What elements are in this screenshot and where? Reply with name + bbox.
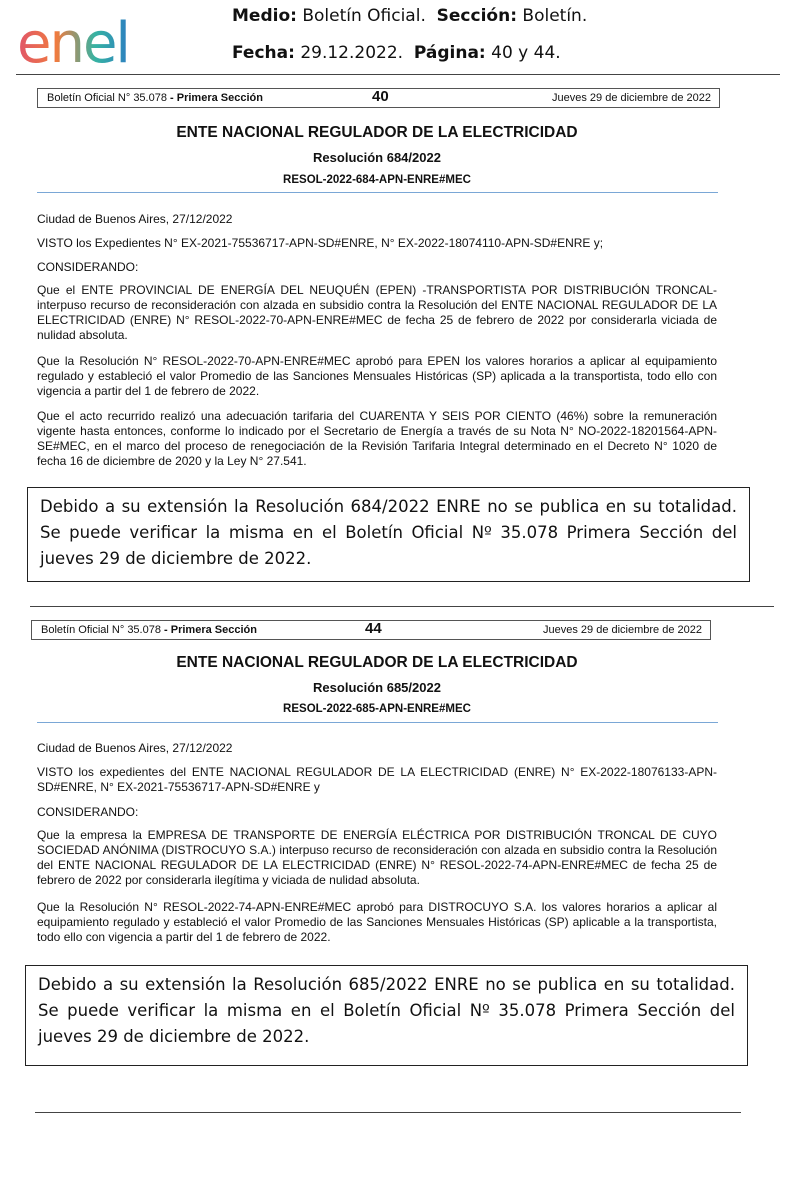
medio-label: Medio: (232, 6, 297, 26)
section-rule-1 (37, 192, 718, 193)
header-medio-line (232, 6, 587, 26)
entity-title-1: ENTE NACIONAL REGULADOR DE LA ELECTRICIDAD (176, 124, 578, 141)
paragraph-1-1: Que el ENTE PROVINCIAL DE ENERGÍA DEL NEUQUÉN (EPEN) -TRANSPORTISTA POR DISTRIBUCIÓN TRONCAL- interpuso recurso de reconsideración con alzada en subsidio contra la Resolución del ENTE NACIONAL REGULADOR DE LA ELECTRICIDAD (ENRE) N° RESOL-2022-70-APN-ENRE#MEC de fecha 25 de febrero de 2022 por considerarla viciada de nulidad absoluta. (37, 283, 717, 342)
clipping-divider (30, 606, 774, 607)
resolution-code-2: RESOL-2022-685-APN-ENRE#MEC (283, 703, 471, 715)
pagina-label: Página: (413, 43, 486, 63)
paragraph-visto-1: VISTO los Expedientes N° EX-2021-75536717-APN-SD#ENRE, N° EX-2022-18074110-APN-SD#ENRE y; (37, 236, 604, 250)
fecha-value: 29.12.2022. (300, 43, 404, 63)
bulletin-page-number: 44 (365, 620, 382, 637)
bulletin-date: Jueves 29 de diciembre de 2022 (543, 624, 702, 636)
paragraph-considerando-1: CONSIDERANDO: (37, 260, 139, 274)
bulletin-date: Jueves 29 de diciembre de 2022 (552, 92, 711, 104)
pagina-value: 40 y 44. (491, 43, 561, 63)
resolution-code-1: RESOL-2022-684-APN-ENRE#MEC (283, 174, 471, 186)
resolution-title-1: Resolución 684/2022 (313, 150, 441, 165)
notice-box-2: Debido a su extensión la Resolución 685/2022 ENRE no se publica en su totalidad. Se puede verificar la misma en el Boletín Oficial Nº 35.078 Primera Sección del jueves 29 de diciembre de 2022. (25, 965, 748, 1066)
header-divider (16, 74, 780, 75)
bulletin-number: Boletín Oficial N° 35.078 (47, 92, 167, 104)
paragraph-1-3: Que el acto recurrido realizó una adecuación tarifaria del CUARENTA Y SEIS POR CIENTO (46%) sobre la remuneración vigente hasta entonces, conforme lo indicado por el Secretario de Energía a través de su Nota N° NO-2022-18201564-APN-SE#MEC, en el marco del proceso de renegociación de la Revisión Tarifaria Integral determinado en el Decreto N° 1020 de fecha 16 de diciembre de 2020 y la Ley N° 27.541. (37, 409, 717, 468)
header-fecha-line (232, 43, 561, 63)
resolution-title-2: Resolución 685/2022 (313, 680, 441, 695)
bulletin-bar-1 (37, 88, 720, 108)
svg-text:enel: enel (17, 12, 129, 72)
paragraph-date-1: Ciudad de Buenos Aires, 27/12/2022 (37, 212, 233, 226)
section-rule-2 (37, 722, 718, 723)
fecha-label: Fecha: (232, 43, 295, 63)
bulletin-number: Boletín Oficial N° 35.078 (41, 624, 161, 636)
paragraph-considerando-2: CONSIDERANDO: (37, 805, 139, 819)
bulletin-section: - Primera Sección (170, 92, 263, 104)
paragraph-date-2: Ciudad de Buenos Aires, 27/12/2022 (37, 741, 233, 755)
footer-divider (35, 1112, 741, 1113)
bulletin-page-number: 40 (372, 88, 389, 105)
medio-value: Boletín Oficial. (302, 6, 426, 26)
paragraph-2-1: Que la empresa la EMPRESA DE TRANSPORTE DE ENERGÍA ELÉCTRICA POR DISTRIBUCIÓN TRONCAL DE CUYO SOCIEDAD ANÓNIMA (DISTROCUYO S.A.) interpuso recurso de reconsideración con alzada en subsidio contra la Resolución del ENTE NACIONAL REGULADOR DE LA ELECTRICIDAD (ENRE) N° RESOL-2022-74-APN-ENRE#MEC de fecha 25 de febrero de 2022 por considerarla ilegítima y viciada de nulidad absoluta. (37, 828, 717, 887)
notice-box-1: Debido a su extensión la Resolución 684/2022 ENRE no se publica en su totalidad. Se puede verificar la misma en el Boletín Oficial Nº 35.078 Primera Sección del jueves 29 de diciembre de 2022. (27, 487, 750, 582)
paragraph-visto-2: VISTO los expedientes del ENTE NACIONAL REGULADOR DE LA ELECTRICIDAD (ENRE) N° EX-2022-18076133-APN-SD#ENRE, N° EX-2021-75536717-APN-SD#ENRE y (37, 765, 717, 794)
paragraph-1-2: Que la Resolución N° RESOL-2022-70-APN-ENRE#MEC aprobó para EPEN los valores horarios a aplicar al equipamiento regulado y estableció el valor Promedio de las Sanciones Mensuales Históricas (SP) aplicada a la transportista, todo ello con vigencia a partir del 1 de febrero de 2022. (37, 354, 717, 398)
entity-title-2: ENTE NACIONAL REGULADOR DE LA ELECTRICIDAD (176, 654, 578, 671)
seccion-label: Sección: (436, 6, 517, 26)
seccion-value: Boletín. (522, 6, 588, 26)
bulletin-section: - Primera Sección (164, 624, 257, 636)
paragraph-2-2: Que la Resolución N° RESOL-2022-74-APN-ENRE#MEC aprobó para DISTROCUYO S.A. los valores horarios a aplicar al equipamiento regulado y estableció el valor Promedio de las Sanciones Mensuales Históricas (SP) aplicable a la transportista, todo ello con vigencia a partir del 1 de febrero de 2022. (37, 900, 717, 944)
bulletin-bar-2 (31, 620, 711, 640)
enel-logo (15, 12, 175, 72)
